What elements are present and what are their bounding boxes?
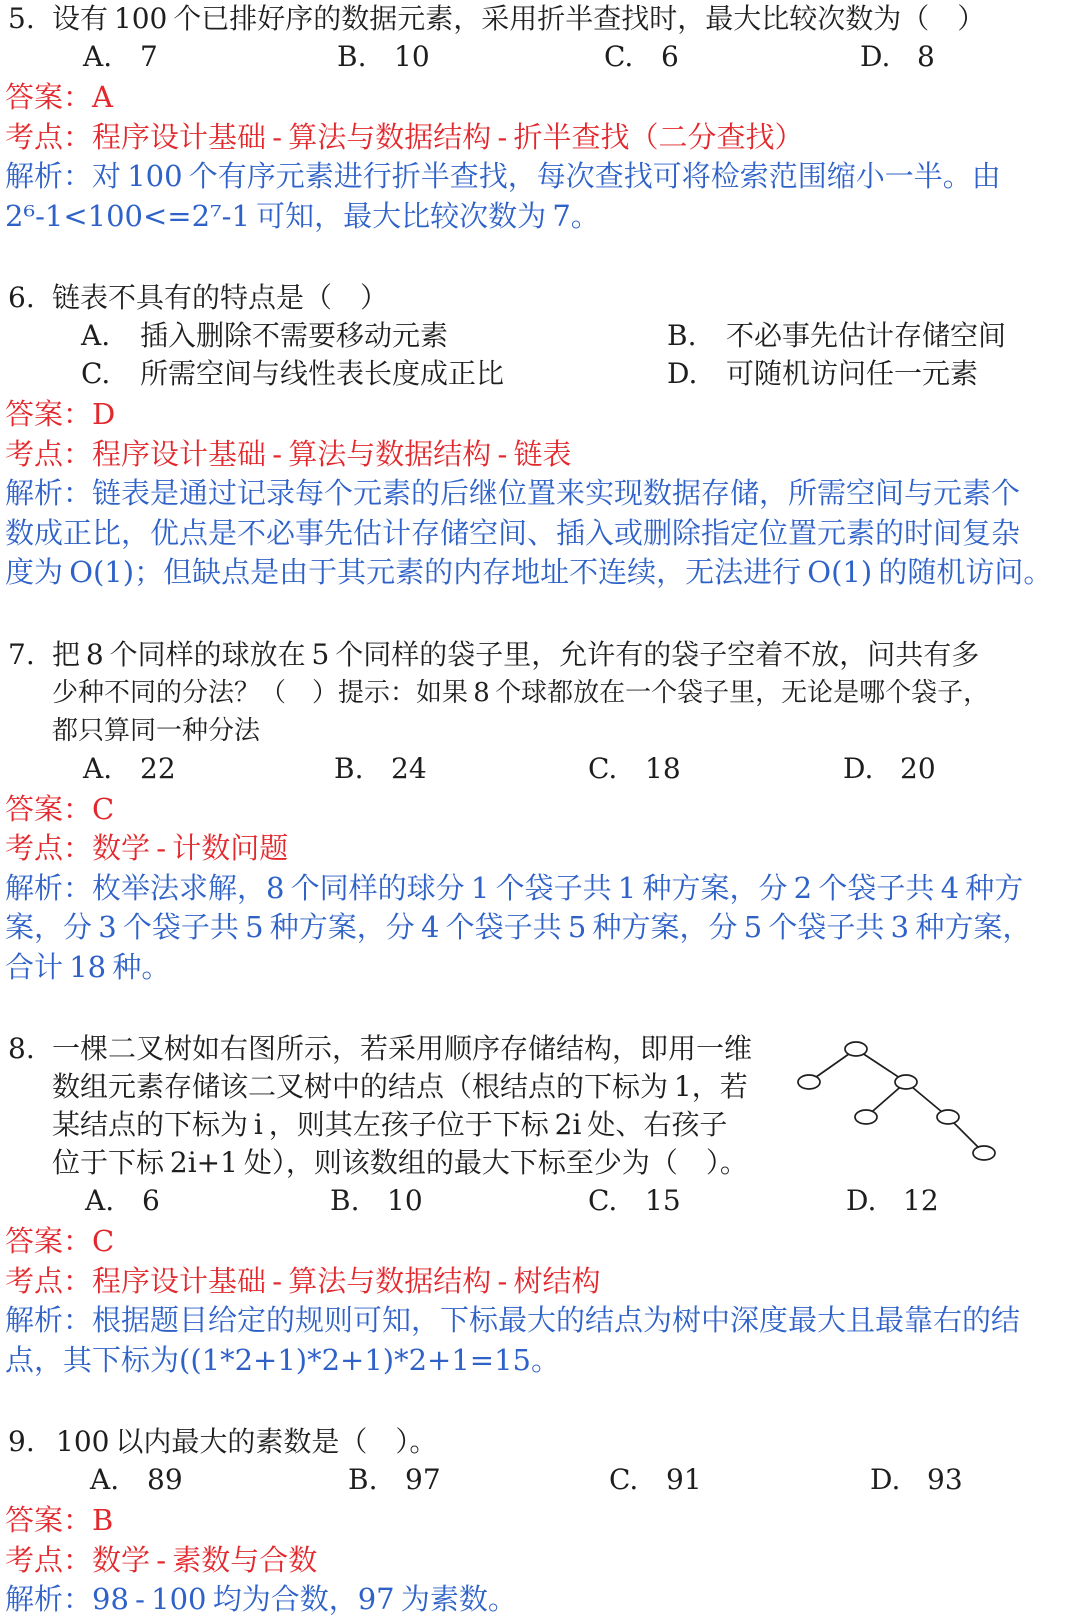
option-text: 24: [391, 751, 427, 785]
option-text: 22: [140, 751, 176, 785]
option-text: 插入删除不需要移动元素: [140, 319, 449, 352]
topic-label: 考点：: [5, 1263, 93, 1298]
question-stem-line: [0, 712, 1080, 750]
option-letter: A.: [85, 1184, 115, 1217]
option-b: [348, 1461, 441, 1499]
question-number: 6.: [8, 281, 35, 314]
question-stem-text: 链表不具有的特点是（ ）: [52, 281, 389, 314]
option-list: [0, 1461, 1080, 1499]
analysis-text: 2⁶-1<100<=2⁷-1 可知，最大比较次数为 7。: [5, 198, 600, 233]
analysis-line: [0, 197, 1080, 237]
analysis-line: [0, 514, 1080, 554]
question-number: 5.: [8, 2, 35, 35]
analysis-label: 解析：: [5, 1582, 93, 1616]
topic-value: 程序设计基础 - 算法与数据结构 - 链表: [92, 436, 572, 471]
answer-label: 答案：: [5, 80, 93, 114]
option-text: 所需空间与线性表长度成正比: [140, 357, 505, 390]
option-d: [870, 1461, 963, 1499]
analysis-label: 解析：: [5, 870, 93, 905]
option-c: [81, 355, 504, 393]
option-text: 20: [900, 751, 936, 785]
question-stem-line: [0, 279, 1080, 317]
option-b: [334, 750, 427, 788]
answer-label: 答案：: [5, 791, 93, 826]
topic-label: 考点：: [5, 436, 93, 471]
option-letter: B.: [667, 319, 697, 352]
option-b: [337, 38, 430, 76]
option-d: [843, 750, 936, 788]
option-text: 10: [394, 40, 430, 73]
analysis-line: [0, 553, 1080, 593]
answer-value: C: [92, 1224, 115, 1258]
option-text: 6: [661, 40, 679, 73]
option-letter: A.: [90, 1463, 120, 1496]
answer-value: C: [92, 791, 115, 826]
option-letter: A.: [83, 40, 113, 73]
option-letter: B.: [330, 1184, 360, 1217]
answer-line: [0, 395, 1080, 435]
question-number: 8.: [8, 1032, 35, 1065]
topic-line: [0, 829, 1080, 869]
answer-line: [0, 1222, 1080, 1262]
option-letter: A.: [83, 751, 113, 785]
question-6: [0, 279, 1080, 593]
analysis-text: 链表是通过记录每个元素的后继位置来实现数据存储，所需空间与元素个: [92, 476, 1021, 510]
option-d: [846, 1182, 939, 1220]
option-c: [604, 38, 679, 76]
analysis-text: 点，其下标为((1*2+1)*2+1)*2+1=15。: [5, 1342, 561, 1377]
option-text: 93: [927, 1463, 963, 1496]
question-stem-line: [0, 636, 1080, 674]
option-a: [81, 317, 448, 355]
option-c: [609, 1461, 702, 1499]
question-8: [0, 1030, 1080, 1380]
option-b: [330, 1182, 423, 1220]
option-a: [90, 1461, 183, 1499]
question-stem-line: [0, 1030, 1080, 1068]
analysis-label: 解析：: [5, 1303, 93, 1337]
option-letter: C.: [588, 1184, 618, 1217]
answer-block: [0, 1501, 1080, 1620]
question-stem-line: [0, 1106, 1080, 1144]
analysis-text: 案，分 3 个袋子共 5 种方案，分 4 个袋子共 5 种方案，分 5 个袋子共 3 种方案，: [5, 910, 1032, 944]
question-number: 9.: [8, 1425, 35, 1458]
topic-line: [0, 1262, 1080, 1302]
analysis-text: 98 - 100 均为合数，97 为素数。: [92, 1582, 517, 1616]
question-stem-line: [0, 0, 1080, 38]
answer-line: [0, 78, 1080, 118]
question-7: [0, 636, 1080, 988]
analysis-line: [0, 157, 1080, 197]
option-d: [667, 355, 978, 393]
analysis-line: [0, 948, 1080, 988]
option-letter: D.: [843, 751, 874, 785]
analysis-text: 数成正比，优点是不必事先估计存储空间、插入或删除指定位置元素的时间复杂: [5, 515, 1021, 550]
answer-label: 答案：: [5, 1224, 93, 1258]
option-list: [0, 1182, 1080, 1220]
option-a: [83, 38, 158, 76]
option-list: [0, 750, 1080, 788]
analysis-line: [0, 1341, 1080, 1381]
option-text: 18: [645, 751, 681, 785]
answer-line: [0, 1501, 1080, 1541]
question-stem-text: 设有 100 个已排好序的数据元素，采用折半查找时，最大比较次数为（ ）: [52, 2, 986, 35]
question-stem-line: [0, 1068, 1080, 1106]
topic-label: 考点：: [5, 119, 93, 154]
question-stem-text: 某结点的下标为 i ，则其左孩子位于下标 2i 处、右孩子: [52, 1108, 728, 1141]
analysis-label: 解析：: [5, 159, 93, 193]
option-text: 12: [903, 1184, 939, 1217]
topic-value: 数学 - 计数问题: [92, 831, 289, 865]
topic-value: 数学 - 素数与合数: [92, 1542, 318, 1577]
option-list: [0, 38, 1080, 76]
analysis-line: [0, 474, 1080, 514]
analysis-text: 对 100 个有序元素进行折半查找，每次查找可将检索范围缩小一半。由: [92, 159, 1001, 193]
analysis-text: 根据题目给定的规则可知，下标最大的结点为树中深度最大且最靠右的结: [92, 1303, 1021, 1337]
option-a: [83, 750, 176, 788]
answer-line: [0, 790, 1080, 830]
option-letter: C.: [604, 40, 634, 73]
analysis-line: [0, 869, 1080, 909]
option-letter: D.: [860, 40, 891, 73]
option-list: [0, 317, 1080, 393]
option-text: 不必事先估计存储空间: [726, 319, 1007, 352]
question-stem-text: 都只算同一种分法: [52, 715, 261, 746]
answer-label: 答案：: [5, 1503, 93, 1537]
option-text: 7: [140, 40, 158, 73]
option-text: 10: [387, 1184, 423, 1217]
option-text: 89: [147, 1463, 183, 1496]
question-stem-text: 数组元素存储该二叉树中的结点（根结点的下标为 1，若: [52, 1070, 748, 1103]
analysis-line: [0, 1301, 1080, 1341]
question-stem-line: [0, 1423, 1080, 1461]
answer-value: D: [92, 397, 116, 431]
topic-line: [0, 118, 1080, 158]
question-stem-text: 一棵二叉树如右图所示，若采用顺序存储结构，即用一维: [52, 1032, 753, 1065]
answer-value: B: [92, 1503, 114, 1537]
option-text: 8: [917, 40, 935, 73]
option-letter: A.: [81, 319, 111, 352]
analysis-label: 解析：: [5, 476, 93, 510]
option-letter: C.: [81, 357, 111, 390]
topic-value: 程序设计基础 - 算法与数据结构 - 折半查找（二分查找）: [92, 119, 804, 154]
answer-label: 答案：: [5, 397, 93, 431]
option-letter: D.: [870, 1463, 901, 1496]
option-text: 可随机访问任一元素: [726, 357, 979, 390]
question-9: [0, 1423, 1080, 1620]
analysis-line: [0, 1580, 1080, 1620]
option-c: [588, 750, 681, 788]
question-stem-line: [0, 1144, 1080, 1182]
option-text: 15: [645, 1184, 681, 1217]
analysis-line: [0, 908, 1080, 948]
option-text: 91: [666, 1463, 702, 1496]
option-letter: B.: [337, 40, 367, 73]
question-stem-text: 把 8 个同样的球放在 5 个同样的袋子里，允许有的袋子空着不放，问共有多: [52, 637, 980, 671]
answer-block: [0, 78, 1080, 236]
answer-value: A: [92, 80, 113, 114]
analysis-text: 度为 O(1)；但缺点是由于其元素的内存地址不连续，无法进行 O(1) 的随机访问。: [5, 555, 1053, 589]
question-stem-text: 100 以内最大的素数是（ ）。: [56, 1425, 438, 1458]
option-c: [588, 1182, 681, 1220]
option-b: [667, 317, 1006, 355]
option-text: 97: [405, 1463, 441, 1496]
topic-line: [0, 1541, 1080, 1581]
option-letter: B.: [334, 751, 364, 785]
answer-block: [0, 395, 1080, 593]
option-d: [860, 38, 935, 76]
topic-label: 考点：: [5, 1542, 93, 1577]
answer-block: [0, 790, 1080, 988]
option-letter: C.: [588, 751, 618, 785]
topic-label: 考点：: [5, 831, 93, 865]
analysis-text: 枚举法求解，8 个同样的球分 1 个袋子共 1 种方案，分 2 个袋子共 4 种方: [92, 870, 1024, 905]
analysis-text: 合计 18 种。: [5, 949, 171, 984]
question-5: [0, 0, 1080, 236]
topic-value: 程序设计基础 - 算法与数据结构 - 树结构: [92, 1263, 601, 1298]
option-letter: B.: [348, 1463, 378, 1496]
option-letter: D.: [667, 357, 698, 390]
question-stem-text: 位于下标 2i+1 处），则该数组的最大下标至少为（ ）。: [52, 1146, 748, 1179]
question-stem-text: 少种不同的分法？（ ）提示：如果 8 个球都放在一个袋子里，无论是哪个袋子，: [52, 677, 990, 708]
option-text: 6: [142, 1184, 160, 1217]
option-a: [85, 1182, 160, 1220]
topic-line: [0, 435, 1080, 475]
option-letter: D.: [846, 1184, 877, 1217]
question-number: 7.: [8, 637, 35, 671]
option-letter: C.: [609, 1463, 639, 1496]
question-stem-line: [0, 674, 1080, 712]
answer-block: [0, 1222, 1080, 1380]
